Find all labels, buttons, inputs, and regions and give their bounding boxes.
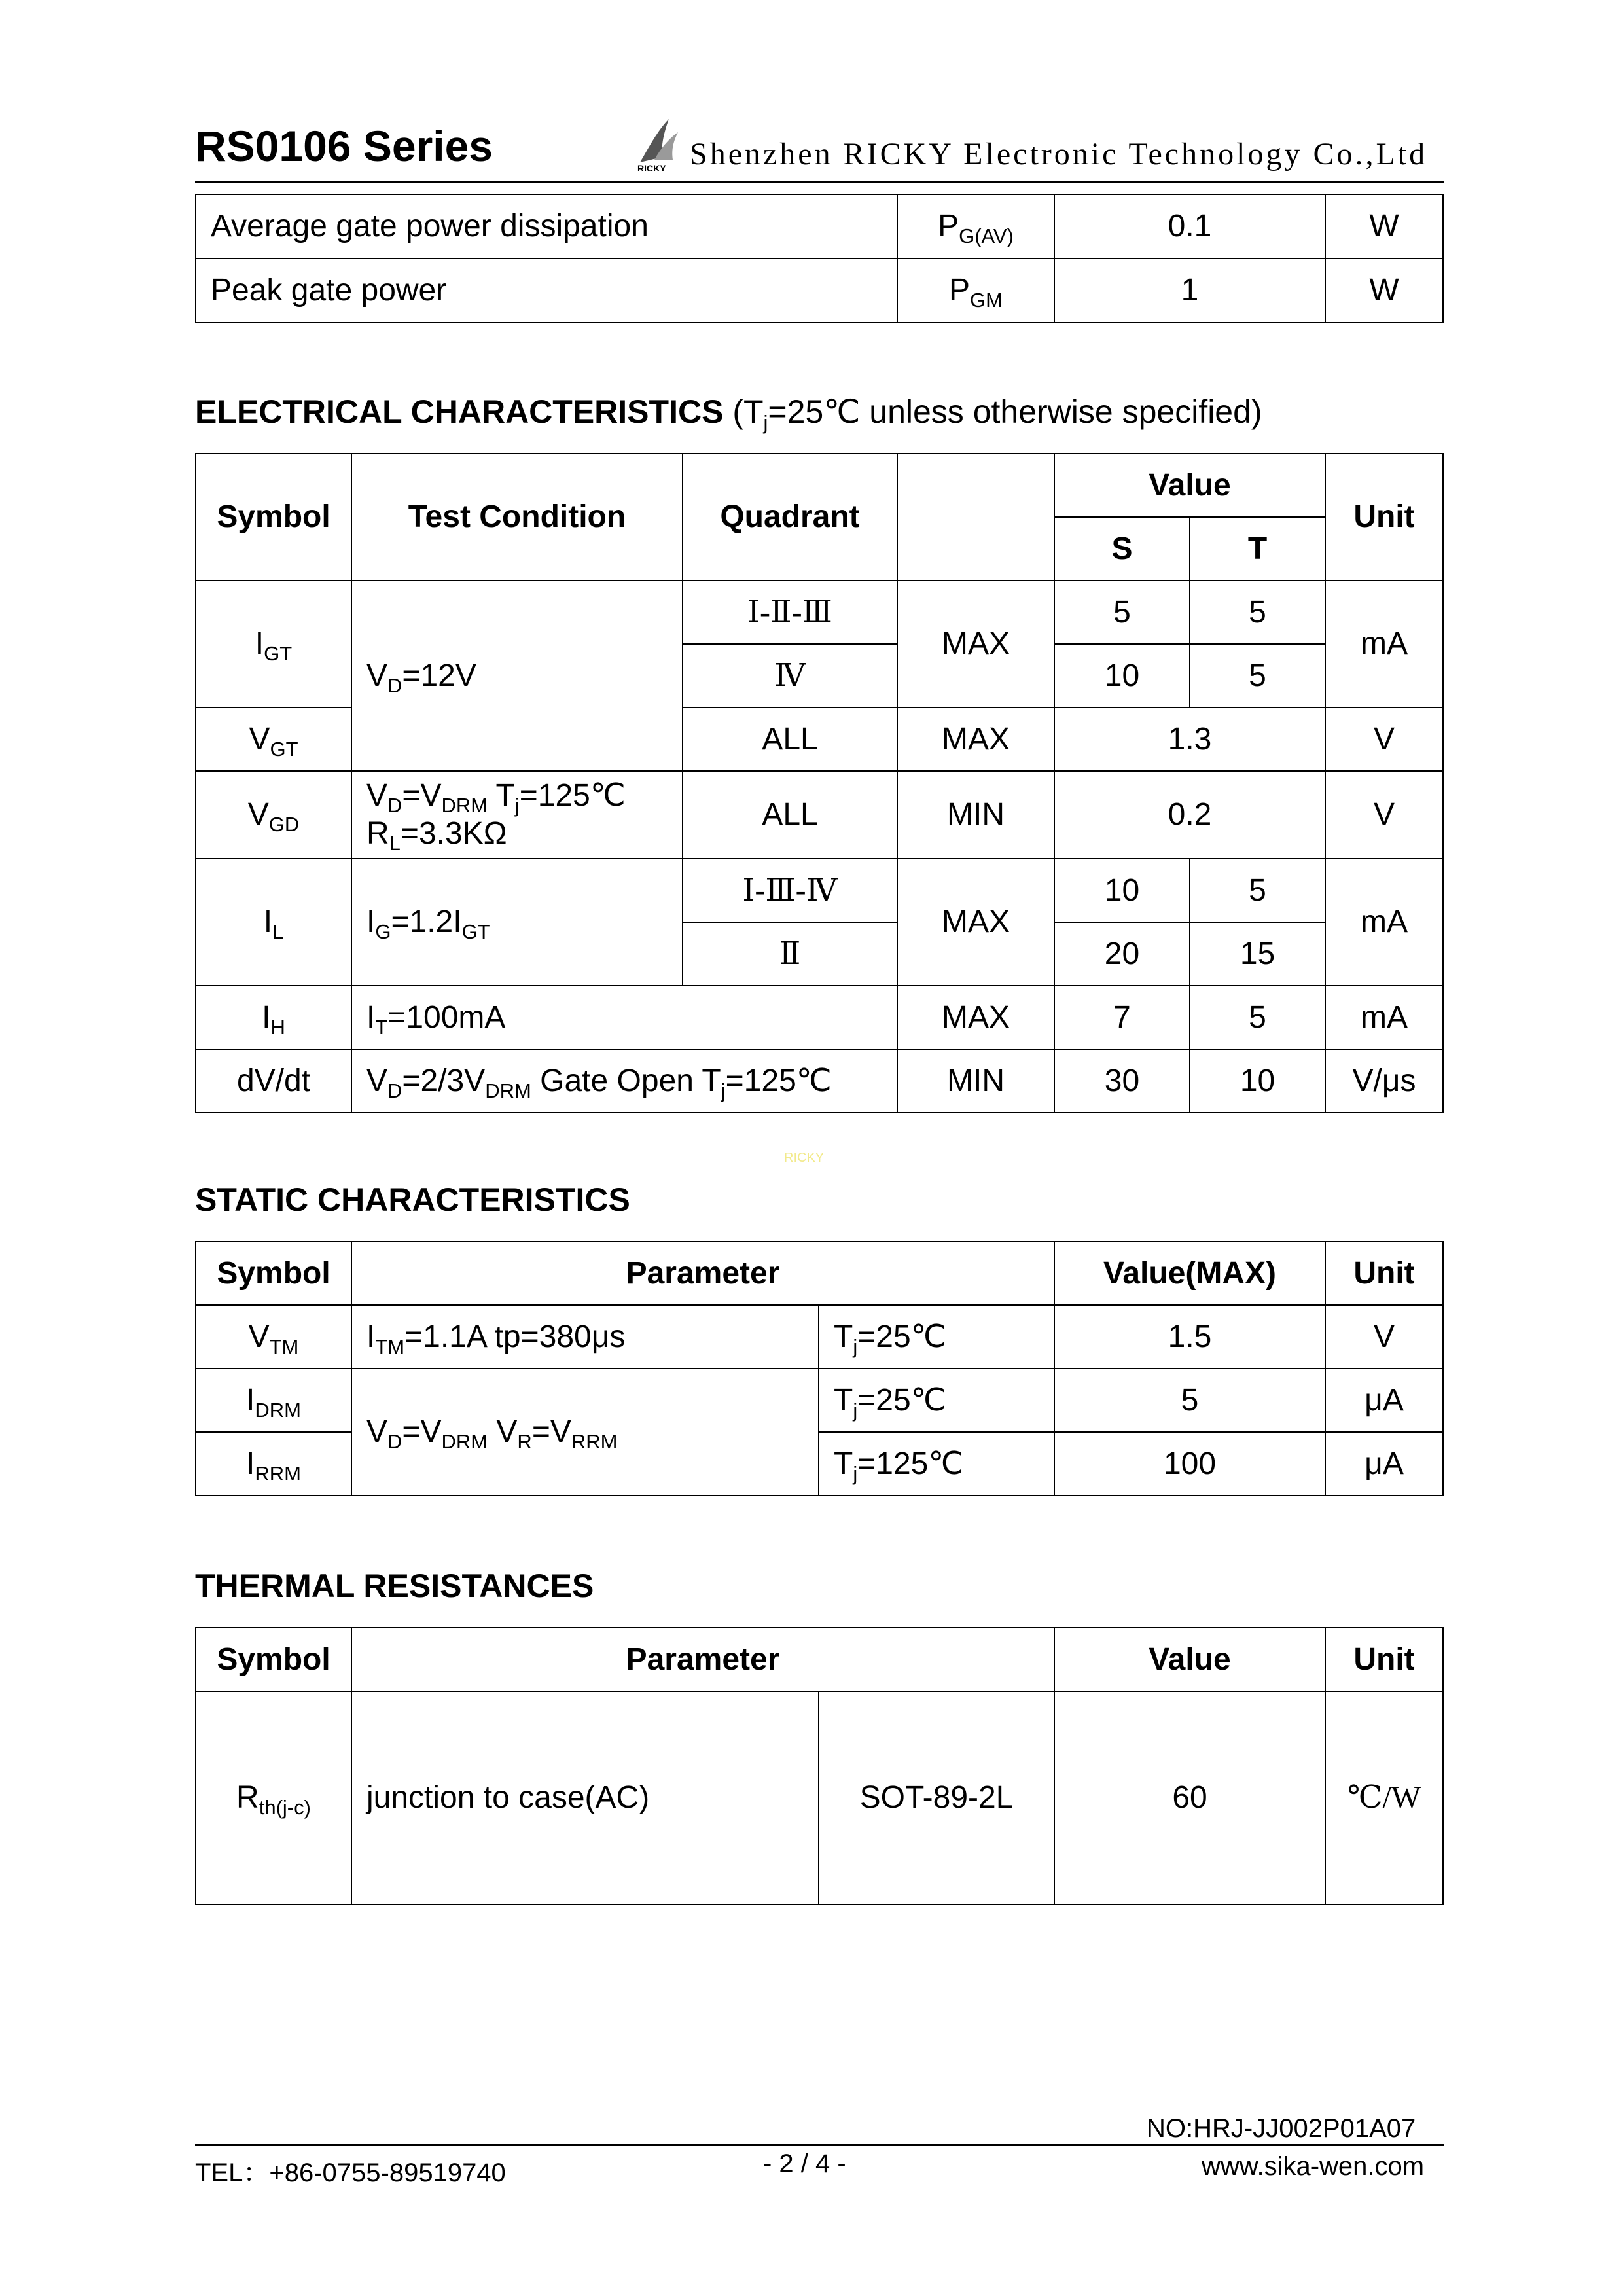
value-s-cell: 7 [1054,986,1190,1049]
unit-cell: W [1325,259,1443,323]
telephone: TEL：+86-0755-89519740 [195,2159,506,2187]
unit-cell: mA [1325,986,1443,1049]
svg-text:RICKY: RICKY [637,163,666,173]
parameter-cell: Peak gate power [196,259,897,323]
header-t: T [1190,517,1325,581]
quadrant-cell: Ⅰ-Ⅱ-Ⅲ [683,581,897,644]
header-value: Value(MAX) [1054,1242,1325,1305]
table-row [196,581,1443,644]
unit-cell: mA [1325,581,1443,708]
table-row [196,1369,1443,1432]
unit-cell: μA [1325,1432,1443,1496]
table-row [196,771,1443,859]
gate-power-table [195,194,1444,323]
header-value: Value [1054,454,1325,517]
symbol-cell: $I_L$ [196,859,351,986]
unit-cell: μA [1325,1369,1443,1432]
header-value: Value [1054,1628,1325,1691]
parameter-cell: $I_{TM}=1.1A$ tp=380μs [351,1305,819,1369]
value-s-cell: 20 [1054,922,1190,986]
table-row [196,859,1443,922]
header-limit [897,454,1054,581]
quadrant-cell: Ⅰ-Ⅲ-Ⅳ [683,859,897,922]
symbol-cell: $P_{G(AV)}$ [897,194,1054,259]
ricky-logo [635,117,681,174]
value-cell: 1.3 [1054,708,1325,771]
header-divider [195,181,1444,183]
header-test-condition: Test Condition [351,454,683,581]
limit-cell: MIN [897,1049,1054,1113]
table-row [196,259,1443,323]
footer-divider [195,2144,1444,2146]
company-name: Shenzhen RICKY Electronic Technology Co.,Ltd [690,137,1428,171]
value-t-cell: 5 [1190,581,1325,644]
parameter-cell: Average gate power dissipation [196,194,897,259]
unit-cell: ℃/W [1325,1691,1443,1905]
value-s-cell: 10 [1054,644,1190,708]
header-symbol: Symbol [196,1242,351,1305]
unit-cell: V [1325,1305,1443,1369]
value-t-cell: 5 [1190,986,1325,1049]
value-t-cell: 5 [1190,859,1325,922]
limit-cell: MIN [897,771,1054,859]
value-cell: 0.2 [1054,771,1325,859]
quadrant-cell: Ⅱ [683,922,897,986]
limit-cell: MAX [897,708,1054,771]
header-unit: Unit [1325,454,1443,581]
temperature-cell: $T_j=25℃$ [819,1369,1054,1432]
symbol-cell: dV/dt [196,1049,351,1113]
website-link[interactable]: www.sika-wen.com [1202,2152,1425,2181]
electrical-heading: ELECTRICAL CHARACTERISTICS ($T_j=25℃$ unless otherwise specified) [195,393,1262,434]
condition-cell: $V_D=2/3V_{DRM}$ Gate Open $T_j=125℃$ [351,1049,897,1113]
symbol-cell: $P_{GM}$ [897,259,1054,323]
quadrant-cell: ALL [683,708,897,771]
symbol-cell: $I_{GT}$ [196,581,351,708]
symbol-cell: $I_{RRM}$ [196,1432,351,1496]
header-quadrant: Quadrant [683,454,897,581]
parameter-cell: junction to case(AC) [351,1691,819,1905]
header-unit: Unit [1325,1628,1443,1691]
condition-cell: $I_G=1.2I_{GT}$ [351,859,683,986]
symbol-cell: $I_H$ [196,986,351,1049]
value-cell: 0.1 [1054,194,1325,259]
document-title: RS0106 Series [195,122,493,170]
temperature-cell: $T_j=125℃$ [819,1432,1054,1496]
limit-cell: MAX [897,581,1054,708]
parameter-cell: $V_D=V_{DRM}$ $V_R=V_{RRM}$ [351,1369,819,1496]
temperature-cell: $T_j=25℃$ [819,1305,1054,1369]
quadrant-cell: Ⅳ [683,644,897,708]
table-row [196,194,1443,259]
value-t-cell: 10 [1190,1049,1325,1113]
static-heading: STATIC CHARACTERISTICS [195,1181,630,1218]
package-cell: SOT-89-2L [819,1691,1054,1905]
page-number: - 2 / 4 - [763,2149,846,2178]
value-cell: 100 [1054,1432,1325,1496]
unit-cell: V [1325,771,1443,859]
header-symbol: Symbol [196,454,351,581]
symbol-cell: $V_{GD}$ [196,771,351,859]
document-number: NO:HRJ-JJ002P01A07 [1147,2114,1416,2143]
value-t-cell: 15 [1190,922,1325,986]
electrical-note: ($T_j=25℃$ unless otherwise specified) [732,393,1262,434]
limit-cell: MAX [897,859,1054,986]
header-parameter: Parameter [351,1242,1054,1305]
header-row [196,1628,1443,1691]
header-parameter: Parameter [351,1628,1054,1691]
limit-cell: MAX [897,986,1054,1049]
value-cell: 1 [1054,259,1325,323]
header-symbol: Symbol [196,1628,351,1691]
header-s: S [1054,517,1190,581]
symbol-cell: $V_{TM}$ [196,1305,351,1369]
static-table [195,1241,1444,1496]
quadrant-cell: ALL [683,771,897,859]
value-cell: 5 [1054,1369,1325,1432]
watermark-text: RICKY [784,1151,825,1165]
unit-cell: W [1325,194,1443,259]
thermal-heading: THERMAL RESISTANCES [195,1568,594,1604]
unit-cell: mA [1325,859,1443,986]
table-row [196,986,1443,1049]
value-cell: 60 [1054,1691,1325,1905]
symbol-cell: $I_{DRM}$ [196,1369,351,1432]
unit-cell: V/μs [1325,1049,1443,1113]
value-t-cell: 5 [1190,644,1325,708]
condition-cell: $I_T=100mA$ [351,986,897,1049]
table-row [196,1691,1443,1905]
value-s-cell: 30 [1054,1049,1190,1113]
symbol-cell: $R_{th(j-c)}$ [196,1691,351,1905]
table-row [196,1305,1443,1369]
header-row [196,454,1443,517]
table-row [196,1049,1443,1113]
thermal-table [195,1627,1444,1905]
condition-cell: $V_D=12V$ [351,581,683,771]
value-s-cell: 5 [1054,581,1190,644]
electrical-table [195,453,1444,1113]
header-row [196,1242,1443,1305]
condition-cell: $V_D=V_{DRM}$ $T_j=125℃$ $R_L=3.3K\Omega$ [351,771,683,859]
header-unit: Unit [1325,1242,1443,1305]
symbol-cell: $V_{GT}$ [196,708,351,771]
unit-cell: V [1325,708,1443,771]
value-cell: 1.5 [1054,1305,1325,1369]
value-s-cell: 10 [1054,859,1190,922]
